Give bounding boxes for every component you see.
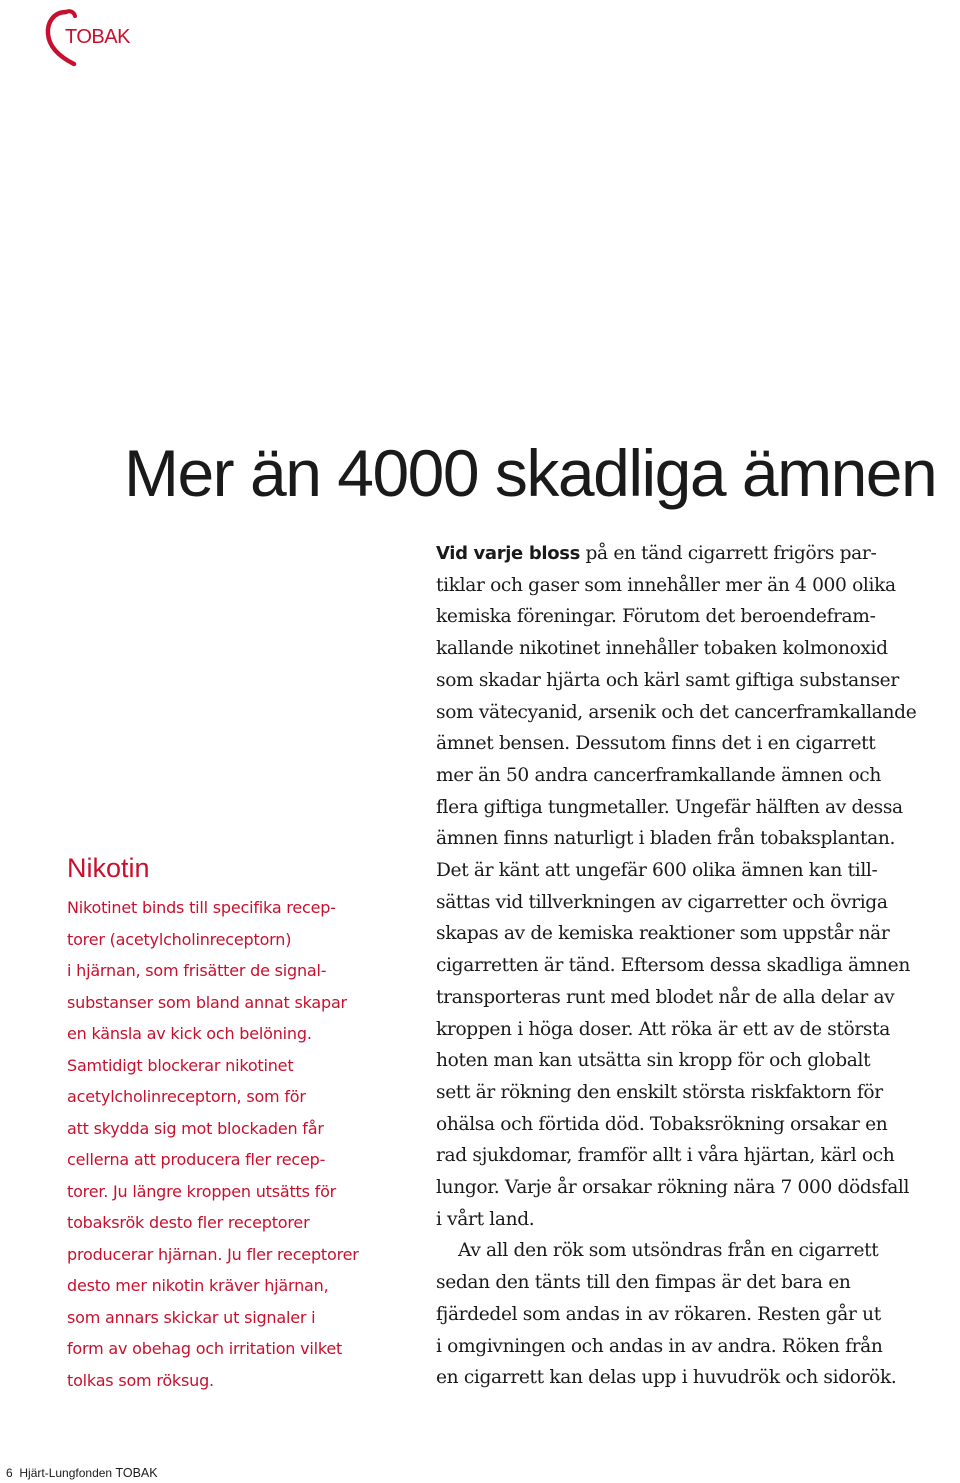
body-line: sedan den tänts till den fimpas är det bara en <box>436 1272 851 1294</box>
body-line: lungor. Varje år orsakar rökning nära 7 000 dödsfall <box>436 1177 910 1199</box>
body-line: kroppen i höga doser. Att röka är ett av de största <box>436 1018 890 1040</box>
body-line: fjärdedel som andas in av rökaren. Resten går ut <box>436 1303 881 1325</box>
sidebar-line: acetylcholinreceptorn, som för <box>67 1087 306 1106</box>
body-line: som skadar hjärta och kärl samt giftiga substanser <box>436 669 899 691</box>
sidebar-line: producerar hjärnan. Ju fler receptorer <box>67 1244 359 1264</box>
body-line: i vårt land. <box>436 1208 535 1230</box>
sidebar-line: tolkas som röksug. <box>67 1370 214 1390</box>
sidebar-line: form av obehag och irritation vilket <box>67 1339 343 1358</box>
body-line: mer än 50 andra cancerframkallande ämnen och <box>436 764 881 786</box>
body-line: i omgivningen och andas in av andra. Röken från <box>436 1335 883 1357</box>
sidebar-line: torer (acetylcholinreceptorn) <box>67 929 292 949</box>
lead-in-rest: på en tänd cigarrett frigörs par- <box>579 543 877 564</box>
page-number: 6 <box>6 1466 13 1480</box>
page-footer <box>6 1466 158 1480</box>
sidebar-heading: Nikotin <box>67 853 150 883</box>
body-line: transporteras runt med blodet når de alla delar av <box>436 986 895 1008</box>
page-title: Mer än 4000 skadliga ämnen <box>124 436 937 510</box>
sidebar-line: i hjärnan, som frisätter de signal- <box>67 961 327 980</box>
body-line: Det är känt att ungefär 600 olika ämnen kan till- <box>436 860 878 882</box>
body-line-lead <box>436 538 956 570</box>
sidebar-text <box>67 892 407 1396</box>
sidebar-box <box>67 852 407 1396</box>
sidebar-line: en känsla av kick och belöning. <box>67 1024 312 1043</box>
body-line: ohälsa och förtida död. Tobaksrökning orsakar en <box>436 1113 888 1135</box>
body-line: skapas av de kemiska reaktioner som uppstår när <box>436 923 890 945</box>
body-line: kemiska föreningar. Förutom det beroendefram- <box>436 606 876 628</box>
body-line: flera giftiga tungmetaller. Ungefär hälften av dessa <box>436 796 903 818</box>
body-line: sett är rökning den enskilt största riskfaktorn för <box>436 1081 883 1103</box>
sidebar-line: torer. Ju längre kroppen utsätts för <box>67 1181 337 1201</box>
lead-in-bold: Vid varje bloss <box>436 543 580 564</box>
footer-section: TOBAK <box>115 1466 158 1480</box>
body-line: som vätecyanid, arsenik och det cancerframkallande <box>436 701 917 723</box>
body-line: cigarretten är tänd. Eftersom dessa skadliga ämnen <box>436 955 910 977</box>
body-line: hoten man kan utsätta sin kropp för och globalt <box>436 1050 871 1072</box>
sidebar-line: att skydda sig mot blockaden får <box>67 1118 324 1138</box>
body-line: rad sjukdomar, framför allt i våra hjärtan, kärl och <box>436 1145 895 1167</box>
sidebar-line: tobaksrök desto fler receptorer <box>67 1213 310 1232</box>
sidebar-line: cellerna att producera fler recep- <box>67 1150 326 1169</box>
body-text <box>436 538 956 1394</box>
footer-publisher: Hjärt-Lungfonden <box>19 1466 113 1480</box>
header-logo <box>44 6 154 68</box>
body-line: ämnen finns naturligt i bladen från tobaksplantan. <box>436 828 896 850</box>
body-line: kallande nikotinet innehåller tobaken kolmonoxid <box>436 638 888 660</box>
sidebar-line: desto mer nikotin kräver hjärnan, <box>67 1276 329 1295</box>
sidebar-line: Nikotinet binds till specifika recep- <box>67 898 336 917</box>
body-line: en cigarrett kan delas upp i huvudrök och sidorök. <box>436 1367 897 1389</box>
body-line: sättas vid tillverkningen av cigarretter och övriga <box>436 891 888 913</box>
section-label: TOBAK <box>65 26 130 48</box>
sidebar-line: Samtidigt blockerar nikotinet <box>67 1055 294 1075</box>
sidebar-line: substanser som bland annat skapar <box>67 992 347 1012</box>
body-line: Av all den rök som utsöndras från en cigarrett <box>458 1240 879 1262</box>
body-line: tiklar och gaser som innehåller mer än 4 000 olika <box>436 574 896 596</box>
body-line: ämnet bensen. Dessutom finns det i en cigarrett <box>436 733 876 755</box>
sidebar-line: som annars skickar ut signaler i <box>67 1307 316 1327</box>
